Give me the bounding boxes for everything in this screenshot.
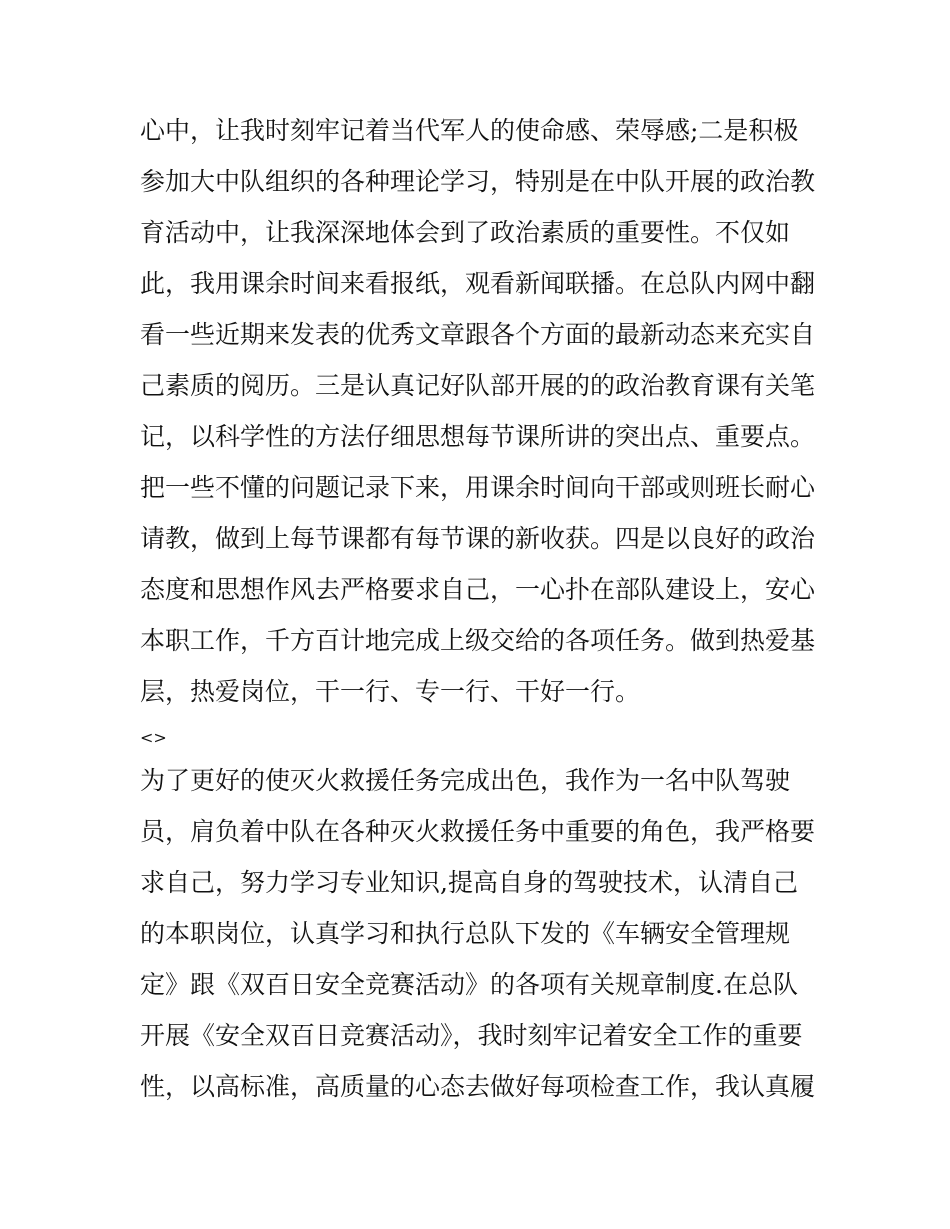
- text-line: 请教，做到上每节课都有每节课的新收获。四是以良好的政治: [140, 524, 816, 553]
- document-body: [140, 105, 820, 1112]
- text-line: 求自己，努力学习专业知识,提高自身的驾驶技术，认清自己: [140, 868, 798, 897]
- text-line: 性，以高标准，高质量的心态去做好每项检查工作，我认真履: [140, 1072, 816, 1101]
- text-line: 本职工作，千方百计地完成上级交给的各项任务。做到热爱基: [140, 626, 816, 655]
- text-line: 心中，让我时刻牢记着当代军人的使命感、荣辱感;二是积极: [140, 116, 799, 145]
- text-line: 看一些近期来发表的优秀文章跟各个方面的最新动态来充实自: [140, 320, 816, 349]
- text-line: 的本职岗位，认真学习和执行总队下发的《车辆安全管理规: [140, 919, 791, 948]
- paragraph-1: [140, 105, 820, 717]
- text-line: 定》跟《双百日安全竞赛活动》的各项有关规章制度.在总队: [140, 970, 798, 999]
- text-line: 层，热爱岗位，干一行、专一行、干好一行。: [140, 677, 641, 706]
- text-line: 开展《安全双百日竞赛活动》，我时刻牢记着安全工作的重要: [140, 1021, 803, 1050]
- text-line: 员，肩负着中队在各种灭火救援任务中重要的角色，我严格要: [140, 817, 816, 846]
- text-line: 此，我用课余时间来看报纸，观看新闻联播。在总队内网中翻: [140, 269, 816, 298]
- text-line: 育活动中，让我深深地体会到了政治素质的重要性。不仅如: [140, 218, 791, 247]
- paragraph-2: [140, 755, 820, 1112]
- text-line: 把一些不懂的问题记录下来，用课余时间向干部或则班长耐心: [140, 473, 816, 502]
- text-line: 记，以科学性的方法仔细思想每节课所讲的突出点、重要点。: [140, 422, 816, 451]
- text-line: 为了更好的使灭火救援任务完成出色，我作为一名中队驾驶: [140, 766, 791, 795]
- text-line: 态度和思想作风去严格要求自己，一心扑在部队建设上，安心: [140, 575, 816, 604]
- text-line: 参加大中队组织的各种理论学习，特别是在中队开展的政治教: [140, 167, 816, 196]
- section-marker: <>: [140, 728, 167, 747]
- text-line: 己素质的阅历。三是认真记好队部开展的的政治教育课有关笔: [140, 371, 816, 400]
